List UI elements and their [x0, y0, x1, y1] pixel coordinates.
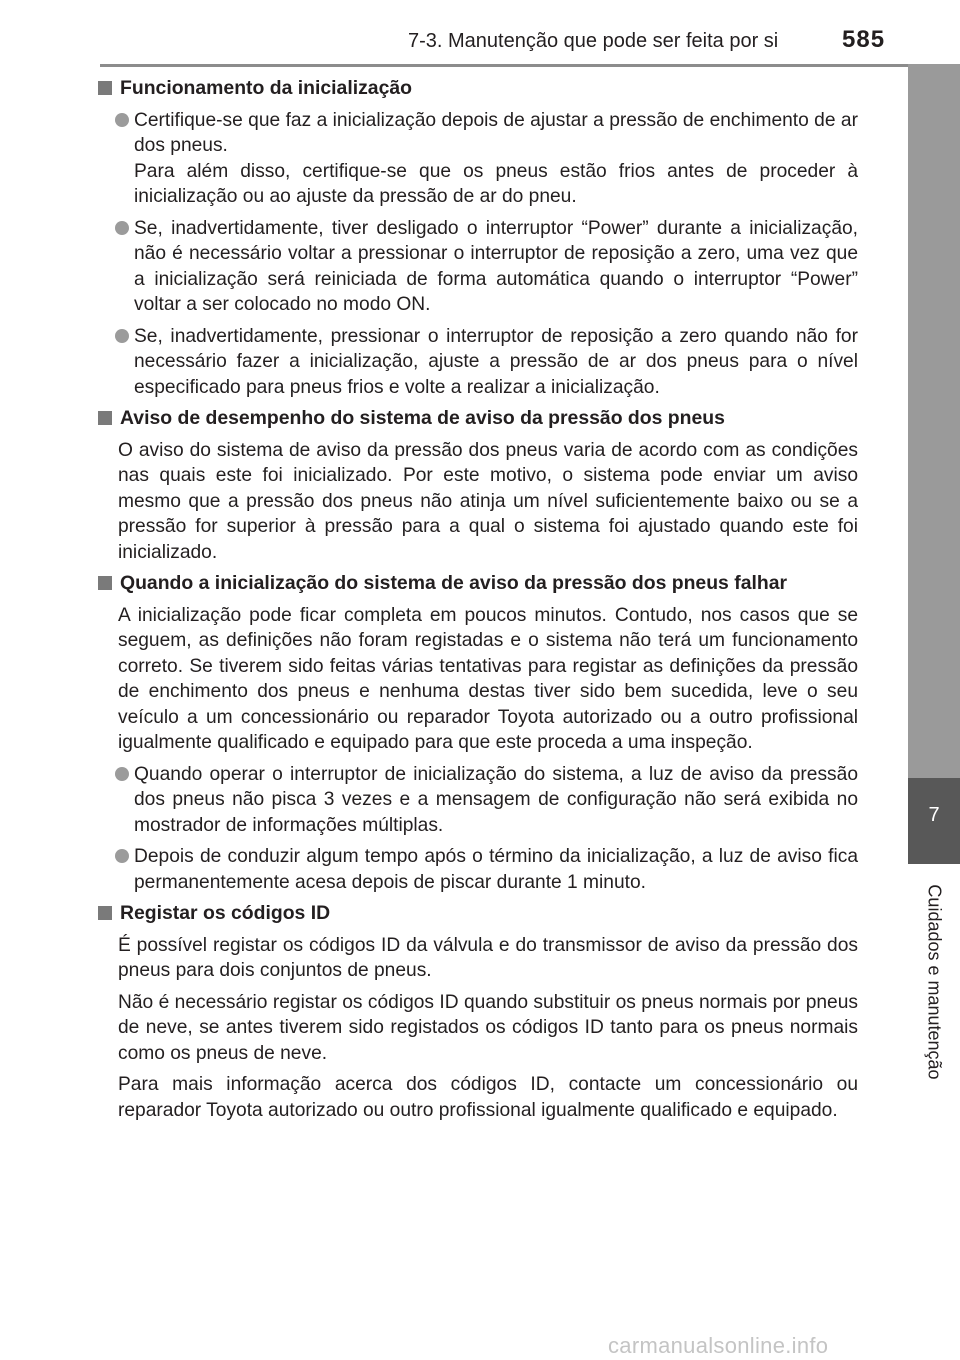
paragraph: Não é necessário registar os códigos ID quando substituir os pneus normais por pneus de neve, se antes tiverem sido registados os códigos ID tanto para os pneus normais como os pneus de neve.: [118, 991, 858, 1064]
round-bullet-icon: [115, 329, 129, 343]
paragraph: O aviso do sistema de aviso da pressão dos pneus varia de acordo com as condições nas quais este foi inicializado. Por este motivo, o sistema pode enviar um aviso mesmo que a pressão dos pneus não atinja um nível suficientemente baixo ou se a pressão for superior à pressão para a qual o sistema foi ajustado quando este foi inicializado.: [118, 439, 858, 563]
bullet-text: Para além disso, certifique-se que os pneus estão frios antes de proceder à inicialização ou ao ajuste da pressão de ar do pneu.: [134, 160, 858, 207]
bullet-item: [96, 844, 858, 895]
section-heading: [96, 901, 858, 927]
watermark: carmanualsonline.info: [608, 1333, 829, 1358]
paragraph: A inicialização pode ficar completa em poucos minutos. Contudo, nos casos que se seguem, as definições não foram registadas e o sistema não terá um funcionamento correto. Se tiverem sido feitas várias tentativas para registar as definições da pressão de enchimento dos pneus e nenhuma destas tiver sido bem sucedida, leve o seu veículo a um concessionário ou reparador Toyota autorizado ou a outro profissional igualmente qualificado e equipado para que este proceda a uma inspeção.: [118, 604, 858, 753]
paragraph: Para mais informação acerca dos códigos ID, contacte um concessionário ou reparador Toyota autorizado ou outro profissional igualmente qualificado e equipado.: [118, 1074, 858, 1121]
bullet-text: Quando operar o interruptor de inicialização do sistema, a luz de aviso da pressão dos pneus não pisca 3 vezes e a mensagem de configuração não será exibida no mostrador de informações múltiplas.: [134, 763, 858, 836]
round-bullet-icon: [115, 767, 129, 781]
square-bullet-icon: [98, 576, 112, 590]
round-bullet-icon: [115, 849, 129, 863]
bullet-item: [96, 108, 858, 210]
square-bullet-icon: [98, 81, 112, 95]
section-heading-text: Quando a inicialização do sistema de aviso da pressão dos pneus falhar: [120, 572, 788, 594]
bullet-text: Certifique-se que faz a inicialização depois de ajustar a pressão de enchimento de ar dos pneus.: [134, 109, 858, 156]
round-bullet-icon: [115, 113, 129, 127]
bullet-text: Se, inadvertidamente, pressionar o interruptor de reposição a zero quando não for necessário fazer a inicialização, ajuste a pressão de ar dos pneus para o nível especificado para pneus frios e volte a realizar a inicialização.: [134, 325, 858, 398]
section-heading: [96, 76, 858, 102]
paragraph: É possível registar os códigos ID da válvula e do transmissor de aviso da pressão dos pneus para dois conjuntos de pneus.: [118, 934, 858, 981]
square-bullet-icon: [98, 411, 112, 425]
section-heading-text: Registar os códigos ID: [120, 902, 331, 924]
section-heading-text: Aviso de desempenho do sistema de aviso da pressão dos pneus: [120, 407, 725, 429]
round-bullet-icon: [115, 221, 129, 235]
bullet-item: [96, 216, 858, 318]
bullet-text: Se, inadvertidamente, tiver desligado o interruptor “Power” durante a inicialização, não é necessário voltar a pressionar o interruptor de reposição a zero, uma vez que a inicialização será reiniciada de forma automática quando o interruptor “Power” voltar a ser colocado no modo ON.: [134, 217, 858, 315]
page-number: 585: [842, 26, 886, 53]
section-heading: [96, 571, 858, 597]
square-bullet-icon: [98, 906, 112, 920]
chapter-label: Cuidados e manutenção: [924, 884, 945, 1080]
section-heading: [96, 406, 858, 432]
page-content: [96, 76, 858, 1123]
running-header: 7-3. Manutenção que pode ser feita por si: [408, 30, 779, 52]
bullet-text: Depois de conduzir algum tempo após o término da inicialização, a luz de aviso fica permanentemente acesa depois de piscar durante 1 minuto.: [134, 846, 858, 893]
chapter-number: 7: [928, 804, 940, 826]
header-rule: [100, 64, 960, 67]
section-heading-text: Funcionamento da inicialização: [120, 77, 412, 99]
chapter-tab-strip: [908, 64, 960, 778]
bullet-item: [96, 324, 858, 401]
bullet-item: [96, 762, 858, 839]
